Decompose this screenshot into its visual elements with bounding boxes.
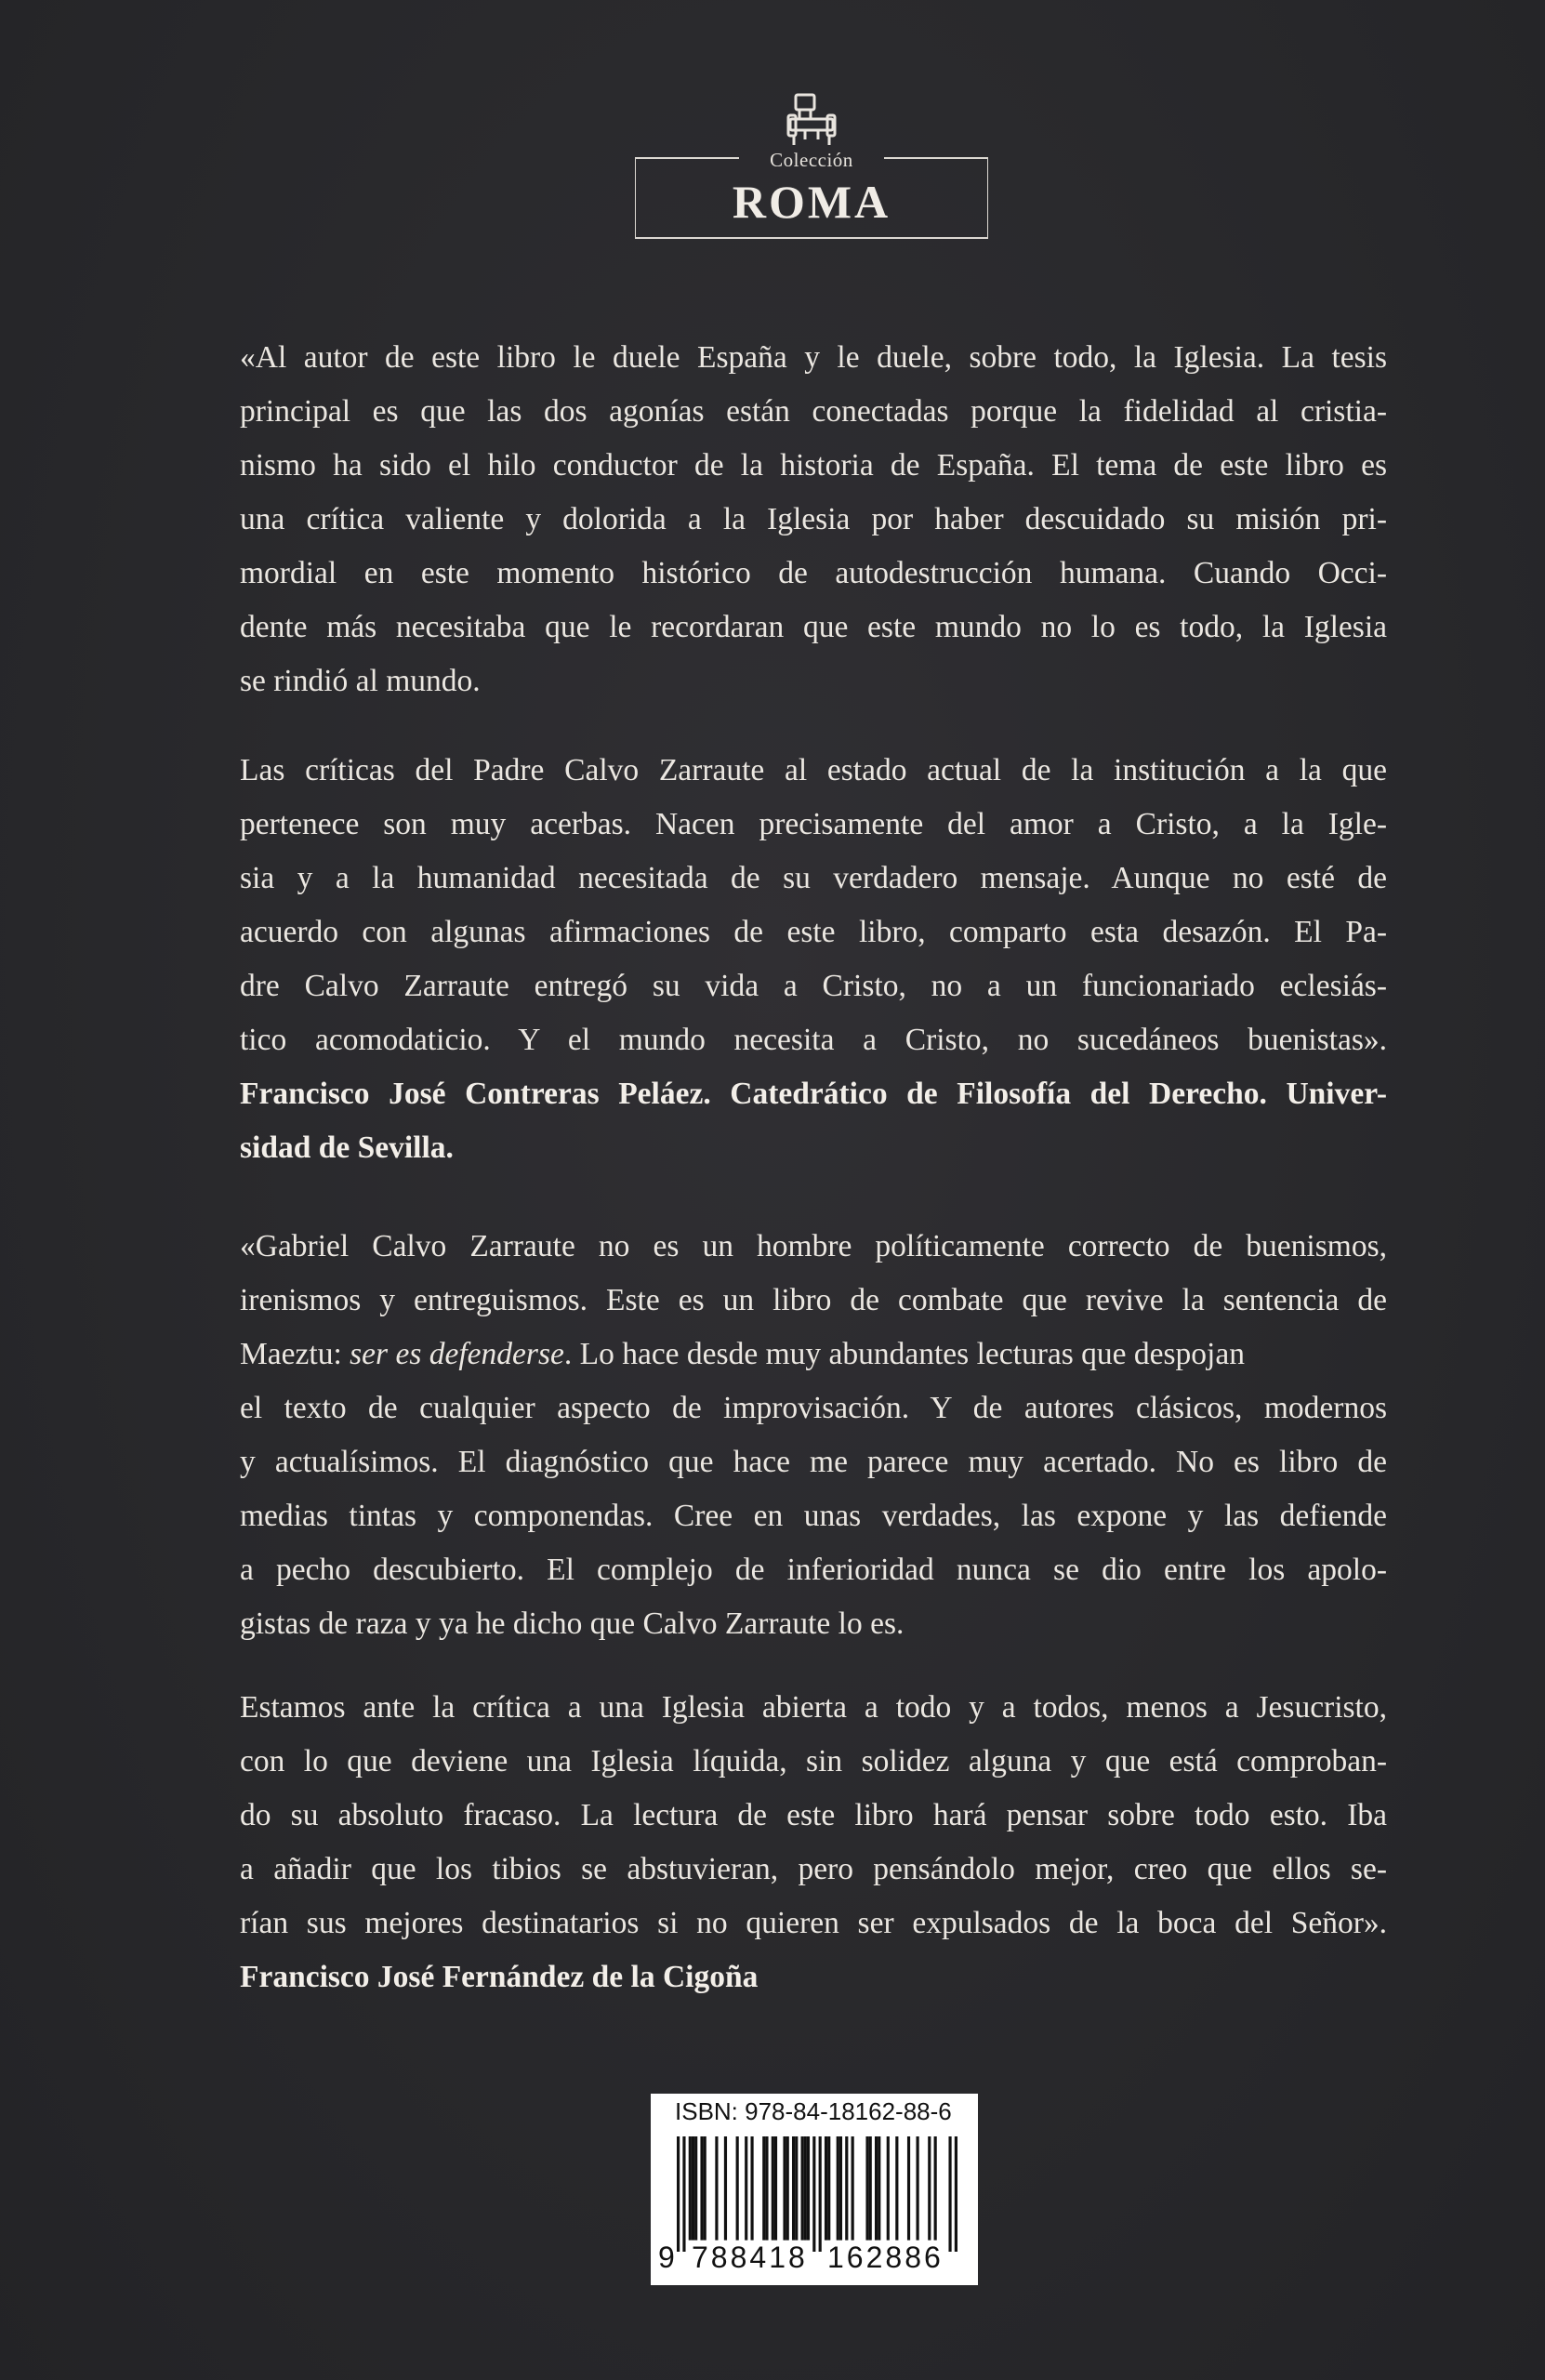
text-line: tico acomodaticio. Y el mundo necesita a Cristo, no sucedáneos buenistas». <box>240 1023 1387 1057</box>
text-line: sia y a la humanidad necesitada de su verdadero mensaje. Aunque no esté de <box>240 861 1387 895</box>
barcode-bar <box>704 2136 706 2241</box>
barcode-bar <box>948 2136 951 2252</box>
text-line: con lo que deviene una Iglesia líquida, sin solidez alguna y que está comproban- <box>240 1744 1387 1778</box>
text-line: el texto de cualquier aspecto de improvisación. Y de autores clásicos, modernos <box>240 1391 1387 1425</box>
text-line: «Al autor de este libro le duele España y le duele, sobre todo, la Iglesia. La tesis <box>240 340 1387 375</box>
text-line: a pecho descubierto. El complejo de inferioridad nunca se dio entre los apolo- <box>240 1553 1387 1587</box>
text-line: y actualísimos. El diagnóstico que hace me parece muy acertado. No es libro de <box>240 1445 1387 1479</box>
barcode-bar <box>887 2136 890 2241</box>
barcode-bar <box>865 2136 868 2241</box>
barcode-bar <box>807 2136 810 2241</box>
barcode-bar <box>795 2136 798 2241</box>
barcode-bar <box>928 2136 931 2241</box>
barcode-bar <box>845 2136 848 2241</box>
barcode-bar <box>745 2136 747 2241</box>
barcode-bar <box>827 2136 830 2241</box>
collection-label: Colección <box>770 149 853 171</box>
barcode-bar <box>786 2136 789 2241</box>
text-line: pertenece son muy acerbas. Nacen precisamente del amor a Cristo, a la Igle- <box>240 807 1387 841</box>
text-line: mordial en este momento histórico de autodestrucción humana. Cuando Occi- <box>240 556 1387 590</box>
text-line: a añadir que los tibios se abstuvieran, pero pensándolo mejor, creo que ellos se- <box>240 1852 1387 1886</box>
barcode-bar <box>715 2136 718 2241</box>
barcode-digits-left: 788418 <box>692 2241 808 2274</box>
barcode-bar <box>812 2136 815 2252</box>
barcode-digit-lead: 9 <box>658 2241 675 2274</box>
text-line: nismo ha sido el hilo conductor de la historia de España. El tema de este libro es <box>240 448 1387 483</box>
text-line: Las críticas del Padre Calvo Zarraute al estado actual de la institución a la que <box>240 753 1387 787</box>
barcode-digits-right: 162886 <box>827 2241 944 2274</box>
barcode-bar <box>700 2136 703 2241</box>
text-line: rían sus mejores destinatarios si no quieren ser expulsados de la boca del Señor». <box>240 1906 1387 1940</box>
text-line: dre Calvo Zarraute entregó su vida a Cristo, no a un funcionariado eclesiás- <box>240 969 1387 1003</box>
text-line: Estamos ante la crítica a una Iglesia abierta a todo y a todos, menos a Jesucristo, <box>240 1690 1387 1725</box>
barcode-bar <box>916 2136 918 2241</box>
isbn-barcode <box>651 2094 978 2285</box>
barcode-bar <box>839 2136 842 2241</box>
text-line: gistas de raza y ya he dicho que Calvo Zarraute lo es. <box>240 1606 905 1641</box>
barcode-bar <box>878 2136 880 2241</box>
text-line: acuerdo con algunas afirmaciones de este libro, comparto esta desazón. El Pa- <box>240 915 1387 949</box>
text-line: irenismos y entreguismos. Este es un libro de combate que revive la sentencia de <box>240 1283 1387 1317</box>
barcode-bar <box>750 2136 753 2241</box>
text-line: una crítica valiente y dolorida a la Iglesia por haber descuidado su misión pri- <box>240 502 1387 536</box>
barcode-bar <box>774 2136 777 2241</box>
barcode-bar <box>804 2136 807 2241</box>
quote-paragraph-4 <box>240 1681 1387 2004</box>
barcode-bar <box>689 2136 692 2241</box>
text-line: «Gabriel Calvo Zarraute no es un hombre políticamente correcto de buenismos, <box>240 1229 1387 1263</box>
author-signature: Francisco José Contreras Peláez. Catedrático de Filosofía del Derecho. Univer- <box>240 1077 1387 1111</box>
barcode-bar <box>955 2136 957 2252</box>
text-line: dente más necesitaba que le recordaran que este mundo no lo es todo, la Iglesia <box>240 610 1387 644</box>
barcode-bar <box>783 2136 786 2241</box>
author-signature: sidad de Sevilla. <box>240 1130 454 1165</box>
barcode-bar <box>724 2136 727 2241</box>
series-name: ROMA <box>732 176 891 228</box>
barcode-bar <box>852 2136 854 2241</box>
barcode-bar <box>765 2136 768 2241</box>
text-segment: . Lo hace desde muy abundantes lecturas que despojan <box>563 1337 1245 1371</box>
barcode-bars <box>677 2136 957 2252</box>
italic-quote: ser es defenderse <box>350 1337 564 1371</box>
text-line <box>240 1328 1387 1382</box>
quote-paragraph-1 <box>240 331 1387 708</box>
text-line: se rindió al mundo. <box>240 664 481 698</box>
barcode-bar <box>677 2136 680 2252</box>
quote-paragraph-2 <box>240 744 1387 1175</box>
barcode-bar <box>875 2136 878 2241</box>
barcode-bar <box>837 2136 839 2241</box>
author-signature: Francisco José Fernández de la Cigoña <box>240 1960 759 1994</box>
barcode-bar <box>792 2136 795 2241</box>
text-line: principal es que las dos agonías están conectadas porque la fidelidad al cristia- <box>240 394 1387 429</box>
barcode-bar <box>934 2136 937 2241</box>
barcode-bar <box>801 2136 804 2241</box>
barcode-bar <box>682 2136 685 2252</box>
barcode-bar <box>736 2136 739 2241</box>
barcode-bar <box>907 2136 910 2241</box>
barcode-bar <box>819 2136 822 2252</box>
text-segment: Maeztu: <box>240 1337 350 1371</box>
quote-paragraph-3 <box>240 1220 1387 1651</box>
barcode-bar <box>895 2136 898 2241</box>
isbn-label: ISBN: 978-84-18162-88-6 <box>675 2097 952 2125</box>
barcode-bar <box>762 2136 765 2241</box>
armchair-icon <box>786 91 837 147</box>
barcode-bar <box>692 2136 694 2241</box>
barcode-bar <box>694 2136 697 2241</box>
barcode-bar <box>825 2136 827 2241</box>
text-line: do su absoluto fracaso. La lectura de este libro hará pensar sobre todo esto. Iba <box>240 1798 1387 1832</box>
barcode-bar <box>772 2136 774 2241</box>
text-line: medias tintas y componendas. Cree en unas verdades, las expone y las defiende <box>240 1499 1387 1533</box>
barcode-bar <box>869 2136 872 2241</box>
collection-emblem <box>635 91 988 333</box>
